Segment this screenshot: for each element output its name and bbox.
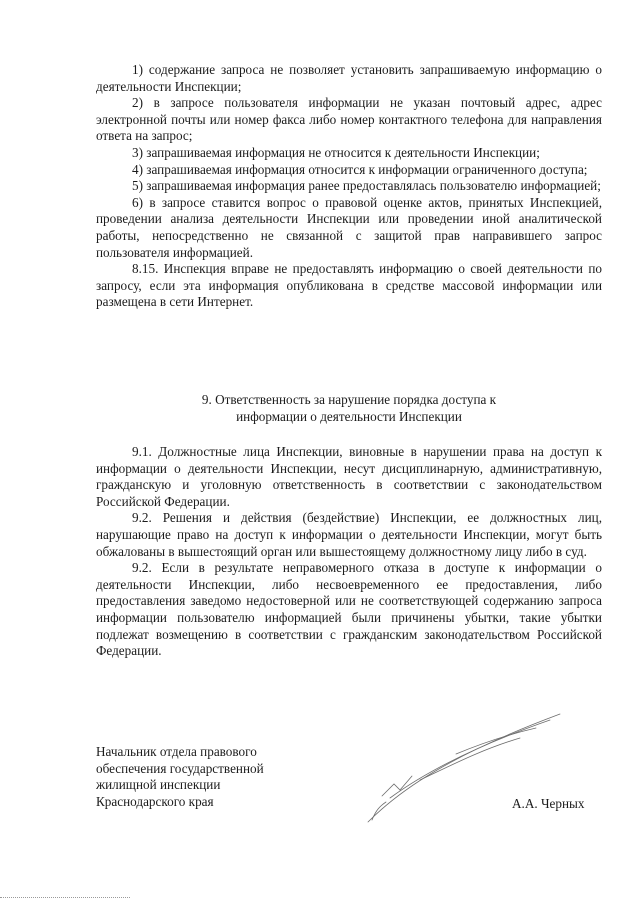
signatory-position: [96, 744, 356, 810]
list-item: 4) запрашиваемая информация относится к информации ограниченного доступа;: [132, 161, 588, 177]
position-line: жилищной инспекции: [96, 777, 221, 793]
list-item: 6) в запросе ставится вопрос о правовой оценке актов, принятых Инспекцией, проведении анализа деятельности Инспекции или проведении иной аналитической работы, непосредственно не связанной с защитой прав направившего запрос пользователя информацией.: [96, 194, 602, 260]
heading-line: 9. Ответственность за нарушение порядка доступа к: [201, 392, 497, 407]
clause-9-1: 9.1. Должностные лица Инспекции, виновные в нарушении права на доступ к информации о деятельности Инспекции, несут дисциплинарную, административную, гражданскую и уголовную ответственность в соответствии с законодательством Российской Федерации.: [96, 444, 602, 509]
signatory-name: А.А. Черных: [512, 796, 585, 811]
section-9-body: [96, 444, 602, 660]
list-item: 1) содержание запроса не позволяет установить запрашиваемую информацию о деятельности Инспекции;: [96, 62, 602, 94]
clause-9-2-second: 9.2. Если в результате неправомерного отказа в доступе к информации о деятельности Инспекции, либо несвоевременного ее предоставления, либо предоставления заведомо недостоверной или не соответствующей содержанию запроса информации пользователю информацией были причинены убытки, такие убытки подлежат возмещению в соответствии с гражданским законодательством Российской Федерации.: [96, 560, 602, 659]
list-item: 2) в запросе пользователя информации не указан почтовый адрес, адрес электронной почты или номер факса либо номер контактного телефона для направления ответа на запрос;: [96, 95, 602, 144]
list-item: 5) запрашиваемая информация ранее предоставлялась пользователю информацией;: [132, 178, 601, 194]
clause-8-15: 8.15. Инспекция вправе не предоставлять информацию о своей деятельности по запросу, если эта информация опубликована в средстве массовой информации или размещена в сети Интернет.: [96, 261, 602, 310]
list-item: 3) запрашиваемая информация не относится к деятельности Инспекции;: [132, 144, 540, 160]
position-line: Начальник отдела правового: [96, 744, 257, 759]
heading-line: информации о деятельности Инспекции: [236, 408, 462, 424]
clause-9-2: 9.2. Решения и действия (бездействие) Инспекции, ее должностных лиц, нарушающие право на доступ к информации о деятельности Инспекции, могут быть обжалованы в вышестоящий орган или вышестоящему должностному лицу либо в суд.: [96, 510, 602, 559]
position-line: обеспечения государственной: [96, 760, 264, 776]
position-line: Краснодарского края: [96, 793, 214, 809]
section-9-heading: [96, 392, 602, 425]
footer-divider: [0, 897, 130, 898]
section-8-items: [96, 62, 602, 311]
